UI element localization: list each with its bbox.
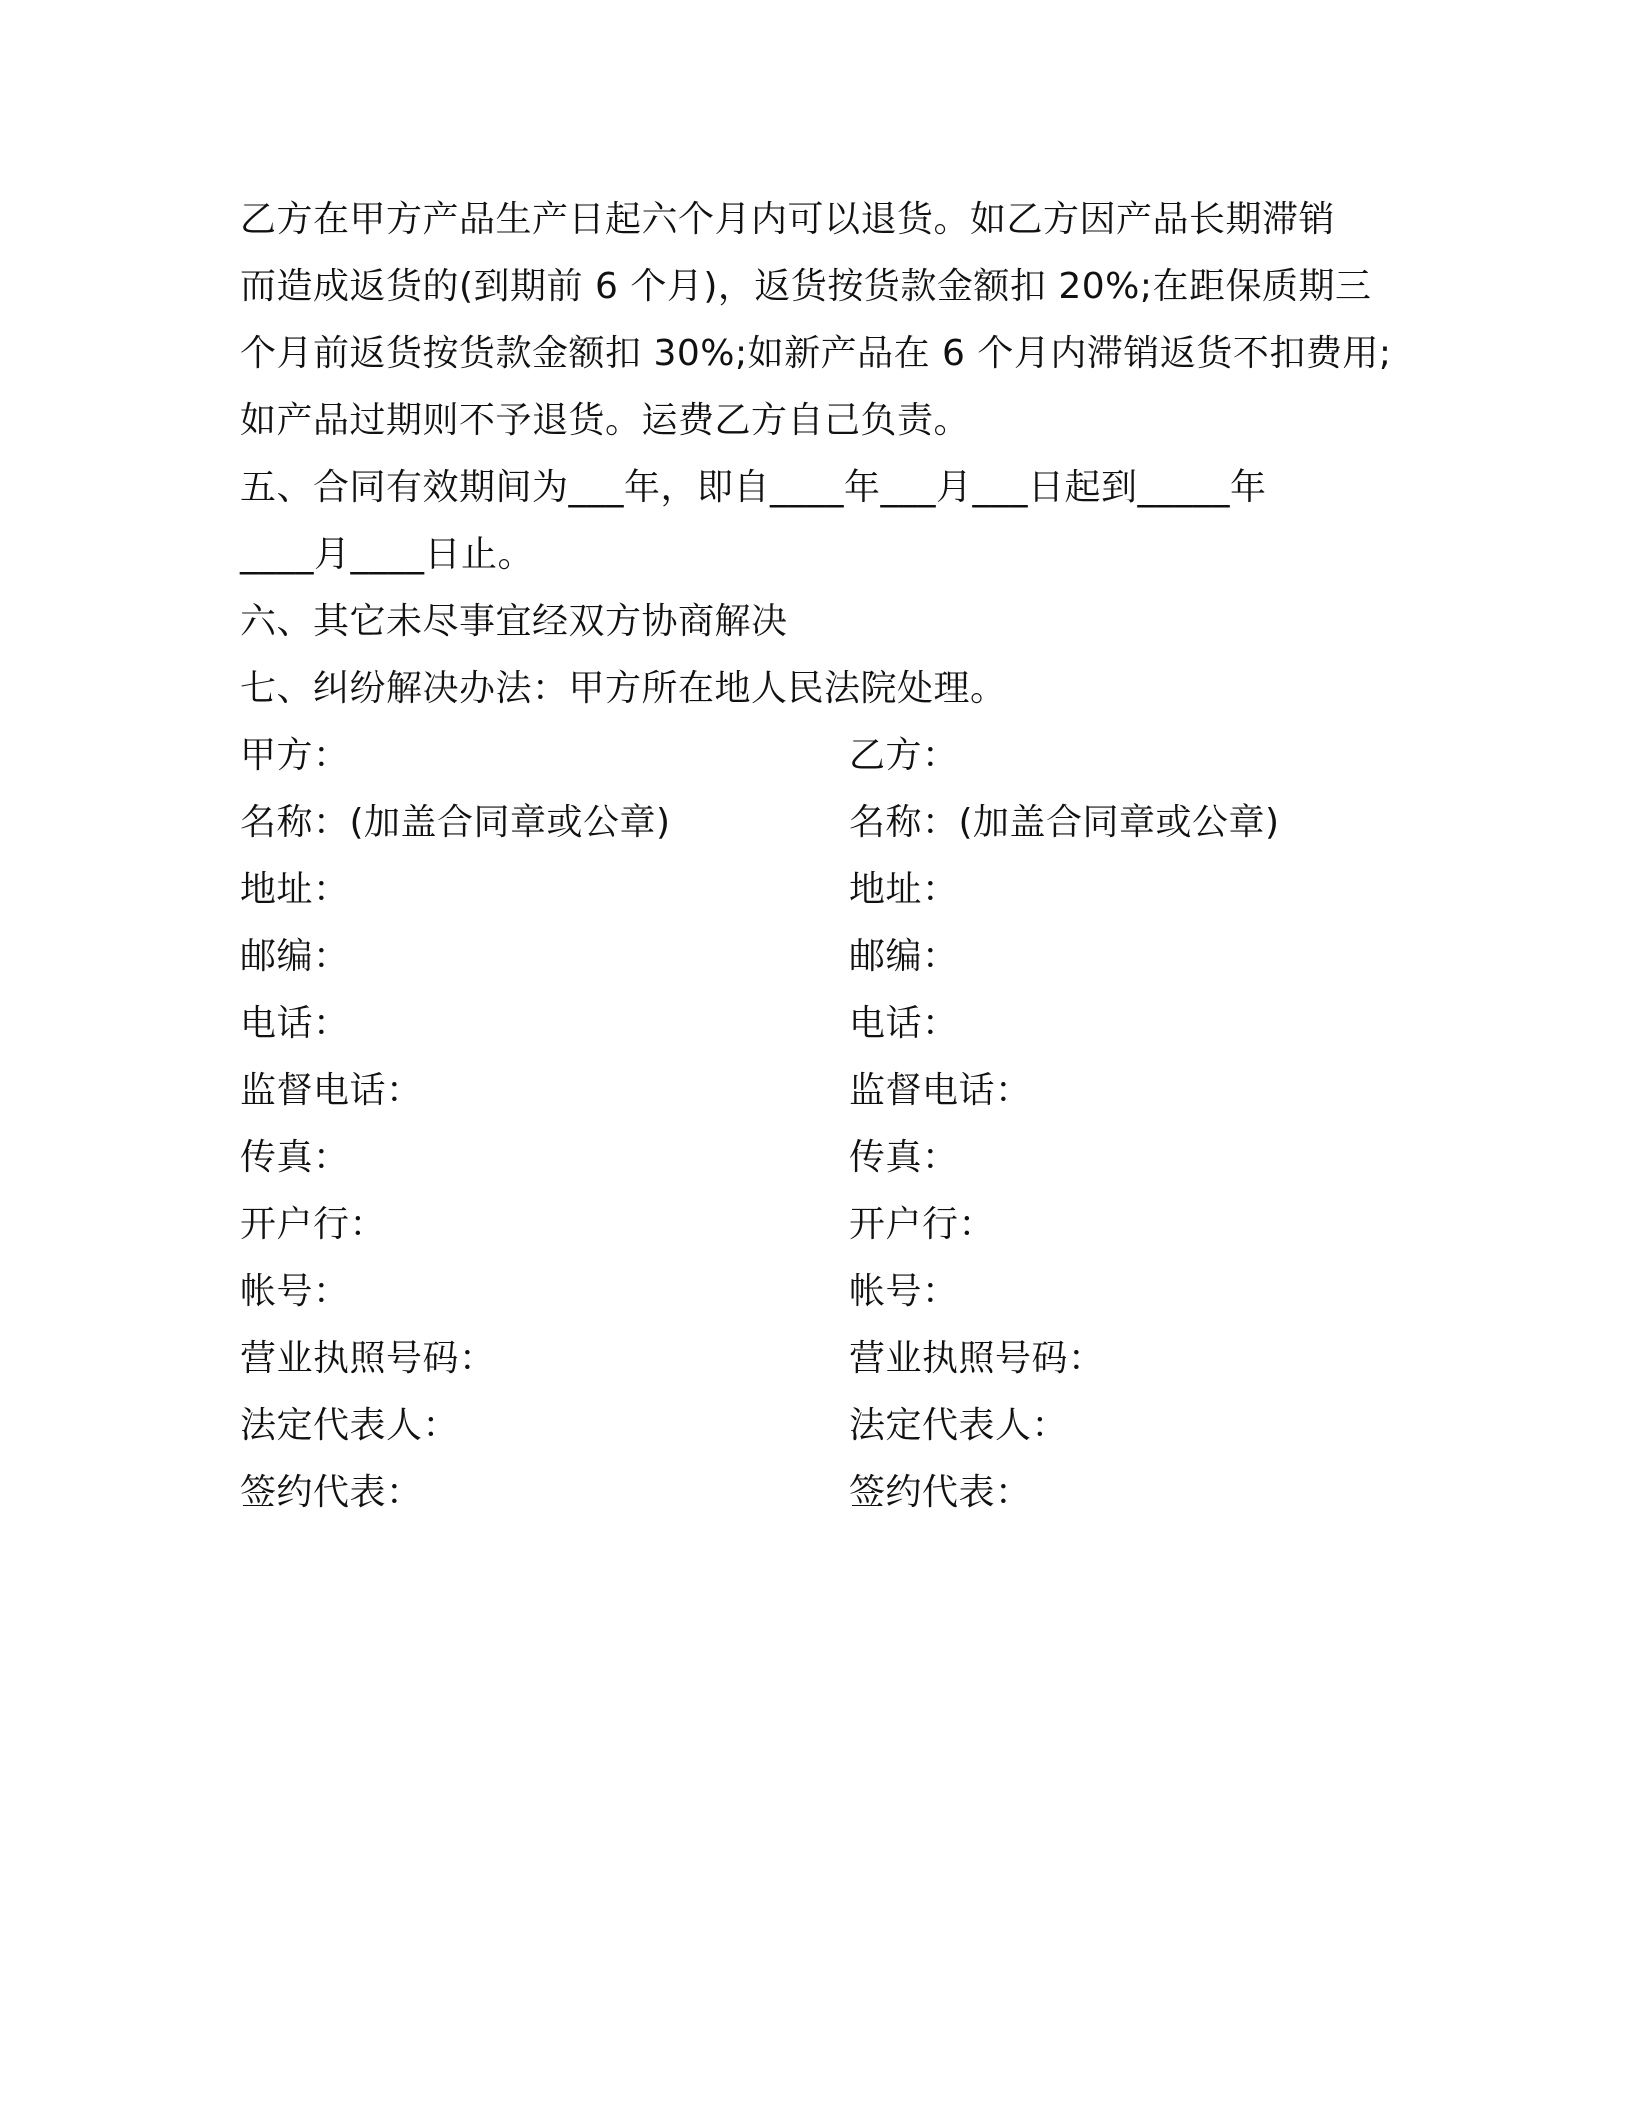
signature-block xyxy=(240,722,1400,1526)
party-b-legal-rep-field: 法定代表人： xyxy=(849,1405,1069,1446)
paragraph-line: 而造成返货的(到期前 6 个月)，返货按货款金额扣 20%;在距保质期三 xyxy=(240,266,1372,307)
party-a-label: 甲方： xyxy=(240,735,350,776)
paragraph-line: 个月前返货按货款金额扣 30%;如新产品在 6 个月内滞销返货不扣费用; xyxy=(240,333,1392,374)
dispute-resolution-clause: 七、纠纷解决办法：甲方所在地人民法院处理。 xyxy=(240,668,1007,709)
signature-row-party xyxy=(240,722,1400,789)
party-b-address-field: 地址： xyxy=(849,869,959,910)
signature-row-supervision-phone xyxy=(240,1057,1400,1124)
signature-row-signing-rep xyxy=(240,1459,1400,1526)
party-a-signing-rep-field: 签约代表： xyxy=(240,1472,423,1513)
signature-row-address xyxy=(240,856,1400,923)
party-b-supervision-phone-field: 监督电话： xyxy=(849,1070,1032,1111)
party-b-license-field: 营业执照号码： xyxy=(849,1338,1105,1379)
party-b-signing-rep-field: 签约代表： xyxy=(849,1472,1032,1513)
signature-row-name xyxy=(240,789,1400,856)
signature-row-postcode xyxy=(240,923,1400,990)
signature-row-legal-rep xyxy=(240,1392,1400,1459)
party-a-postcode-field: 邮编： xyxy=(240,936,350,977)
other-matters-clause: 六、其它未尽事宜经双方协商解决 xyxy=(240,601,788,642)
party-a-address-field: 地址： xyxy=(240,869,350,910)
signature-row-phone xyxy=(240,990,1400,1057)
signature-row-license xyxy=(240,1325,1400,1392)
party-b-phone-field: 电话： xyxy=(849,1003,959,1044)
signature-row-bank xyxy=(240,1191,1400,1258)
party-a-phone-field: 电话： xyxy=(240,1003,350,1044)
party-b-label: 乙方： xyxy=(849,735,959,776)
signature-row-fax xyxy=(240,1124,1400,1191)
party-a-fax-field: 传真： xyxy=(240,1137,350,1178)
party-b-name-field: 名称：(加盖合同章或公章) xyxy=(849,802,1280,843)
party-a-supervision-phone-field: 监督电话： xyxy=(240,1070,423,1111)
party-a-legal-rep-field: 法定代表人： xyxy=(240,1405,460,1446)
party-a-name-field: 名称：(加盖合同章或公章) xyxy=(240,802,671,843)
party-b-bank-field: 开户行： xyxy=(849,1204,996,1245)
signature-row-account xyxy=(240,1258,1400,1325)
party-b-account-field: 帐号： xyxy=(849,1271,959,1312)
paragraph-line: 如产品过期则不予退货。运费乙方自己负责。 xyxy=(240,400,971,441)
party-a-bank-field: 开户行： xyxy=(240,1204,387,1245)
party-b-fax-field: 传真： xyxy=(849,1137,959,1178)
paragraph-line: 乙方在甲方产品生产日起六个月内可以退货。如乙方因产品长期滞销 xyxy=(240,199,1336,240)
document-body xyxy=(240,186,1400,1526)
contract-term-clause-end: ____月____日止。 xyxy=(240,534,535,575)
party-a-license-field: 营业执照号码： xyxy=(240,1338,496,1379)
party-b-postcode-field: 邮编： xyxy=(849,936,959,977)
party-a-account-field: 帐号： xyxy=(240,1271,350,1312)
contract-term-clause: 五、合同有效期间为___年，即自____年___月___日起到_____年 xyxy=(240,467,1267,508)
